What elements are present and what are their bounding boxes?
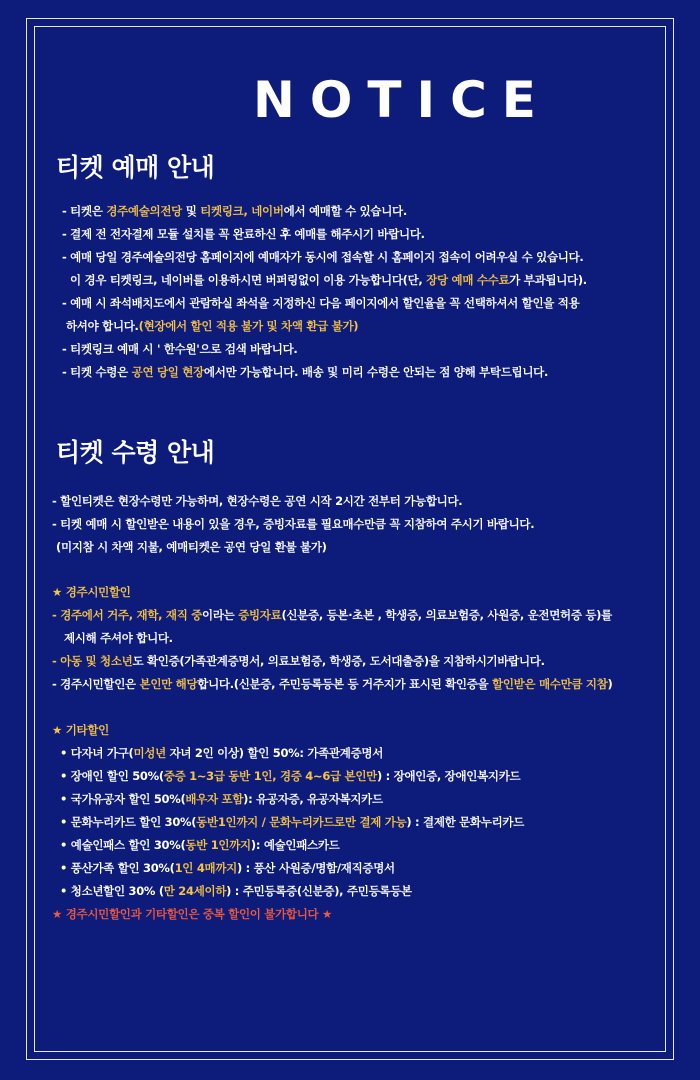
booking-line-4: 이 경우 티켓링크, 네이버를 이용하시면 버퍼링없이 이용 가능합니다(단, 장당 예매 수수료가 부과됩니다). (70, 273, 587, 287)
pickup-line-1: - 할인티켓은 현장수령만 가능하며, 현장수령은 공연 시작 2시간 전부터 가능합니다. (52, 494, 463, 508)
other-line-4: • 문화누리카드 할인 30%(동반1인까지 / 문화누리카드로만 결제 가능) : 결제한 문화누리카드 (60, 815, 525, 829)
other-line-1: • 다자녀 가구(미성년 자녀 2인 이상) 할인 50%: 가족관계증명서 (60, 746, 384, 760)
booking-line-7: - 티켓링크 예매 시 ' 한수원'으로 검색 바랍니다. (62, 342, 298, 356)
pickup-line-3: (미지참 시 차액 지불, 예매티켓은 공연 당일 환불 불가) (56, 540, 327, 554)
booking-line-2: - 결제 전 전자결제 모듈 설치를 꼭 완료하신 후 예매를 해주시기 바랍니다. (62, 227, 425, 241)
pickup-line-2: - 티켓 예매 시 할인받은 내용이 있을 경우, 증빙자료를 필요매수만큼 꼭 지참하여 주시기 바랍니다. (52, 517, 535, 531)
other-discount-heading: ★ 기타할인 (52, 723, 109, 737)
no-duplicate-discount-notice: ★ 경주시민할인과 기타할인은 중복 할인이 불가합니다 ★ (52, 907, 333, 921)
booking-line-1: - 티켓은 경주예술의전당 및 티켓링크, 네이버에서 예매할 수 있습니다. (62, 204, 407, 218)
booking-line-6: 하셔야 합니다.(현장에서 할인 적용 불가 및 차액 환급 불가) (66, 319, 359, 333)
booking-line-8: - 티켓 수령은 공연 당일 현장에서만 가능합니다. 배송 및 미리 수령은 안되는 점 양해 부탁드립니다. (62, 365, 549, 379)
other-line-6: • 풍산가족 할인 30%(1인 4매까지) : 풍산 사원증/명함/재직증명서 (60, 861, 395, 875)
ticket-pickup-heading: 티켓 수령 안내 (56, 438, 215, 467)
other-line-2: • 장애인 할인 50%(중증 1~3급 동반 1인, 경증 4~6급 본인만) : 장애인증, 장애인복지카드 (60, 769, 521, 783)
other-line-7: • 청소년할인 30% (만 24세이하) : 주민등록증(신분증), 주민등록등본 (60, 884, 412, 898)
citizen-line-4: - 경주시민할인은 본인만 해당합니다.(신분증, 주민등록등본 등 거주지가 표시된 확인증을 할인받은 매수만큼 지참) (52, 677, 613, 691)
citizen-line-2: 제시해 주셔야 합니다. (64, 631, 173, 645)
ticket-booking-heading: 티켓 예매 안내 (56, 153, 215, 182)
page-title: NOTICE (253, 71, 551, 129)
citizen-line-1: - 경주에서 거주, 재학, 재직 중이라는 증빙자료(신분증, 등본·초본 , 학생증, 의료보험증, 사원증, 운전면허증 등)를 (52, 608, 612, 622)
citizen-discount-heading: ★ 경주시민할인 (52, 585, 131, 599)
citizen-line-3: - 아동 및 청소년도 확인증(가족관계증명서, 의료보험증, 학생증, 도서대출증)을 지참하시기바랍니다. (52, 654, 545, 668)
other-line-3: • 국가유공자 할인 50%(배우자 포함): 유공자증, 유공자복지카드 (60, 792, 383, 806)
other-line-5: • 예술인패스 할인 30%(동반 1인까지): 예술인패스카드 (60, 838, 340, 852)
booking-line-5: - 예매 시 좌석배치도에서 관람하실 좌석을 지정하신 다음 페이지에서 할인율을 꼭 선택하셔서 할인을 적용 (62, 296, 580, 310)
booking-line-3: - 예매 당일 경주예술의전당 홈페이지에 예매자가 동시에 접속할 시 홈페이지 접속이 어려우실 수 있습니다. (62, 250, 584, 264)
